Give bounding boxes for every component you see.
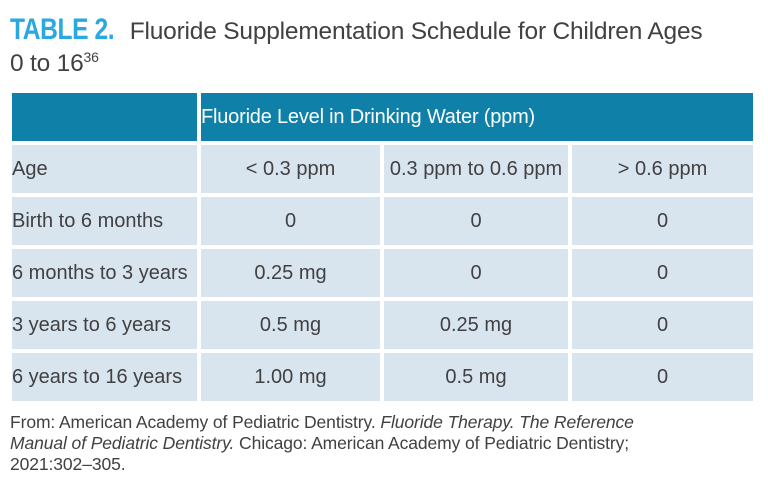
row-value: 0 (201, 197, 380, 245)
table-row (12, 353, 753, 401)
row-age-label: Birth to 6 months (12, 197, 197, 245)
row-value: 0 (572, 249, 753, 297)
row-value: 0.25 mg (384, 301, 568, 349)
row-age-label: 3 years to 6 years (12, 301, 197, 349)
row-age-label: 6 years to 16 years (12, 353, 197, 401)
column-header-row (12, 145, 753, 193)
column-header-low: < 0.3 ppm (201, 145, 380, 193)
row-value: 0 (384, 197, 568, 245)
citation-regular-1: From: American Academy of Pediatric Dentistry. (10, 412, 381, 433)
figure-title-line2: 0 to 16 (10, 49, 84, 77)
table-number-label: TABLE 2. (10, 13, 115, 46)
span-header-cell: Fluoride Level in Drinking Water (ppm) (201, 93, 753, 141)
row-value: 0.5 mg (201, 301, 380, 349)
source-citation (10, 412, 760, 475)
row-value: 0 (572, 301, 753, 349)
table-row (12, 301, 753, 349)
row-value: 0 (572, 353, 753, 401)
table-row (12, 197, 753, 245)
header-empty-cell (12, 93, 197, 141)
row-value: 1.00 mg (201, 353, 380, 401)
row-value: 0.25 mg (201, 249, 380, 297)
column-header-high: > 0.6 ppm (572, 145, 753, 193)
row-value: 0 (572, 197, 753, 245)
table-row (12, 249, 753, 297)
row-age-label: 6 months to 3 years (12, 249, 197, 297)
citation-italic-2: Manual of Pediatric Dentistry. (10, 433, 240, 454)
table-header-row (12, 93, 753, 141)
row-value: 0.5 mg (384, 353, 568, 401)
row-value: 0 (384, 249, 568, 297)
column-header-age: Age (12, 145, 197, 193)
citation-regular-2: Chicago: American Academy of Pediatric Dentistry; (239, 433, 630, 454)
citation-italic-1: Fluoride Therapy. The Reference (380, 412, 634, 433)
citation-superscript: 36 (83, 48, 99, 65)
figure-title (10, 12, 752, 79)
figure-title-line1: Fluoride Supplementation Schedule for Children Ages (129, 18, 703, 45)
fluoride-supplementation-table (8, 89, 757, 405)
citation-pages: 2021:302–305. (10, 454, 126, 475)
column-header-mid: 0.3 ppm to 0.6 ppm (384, 145, 568, 193)
